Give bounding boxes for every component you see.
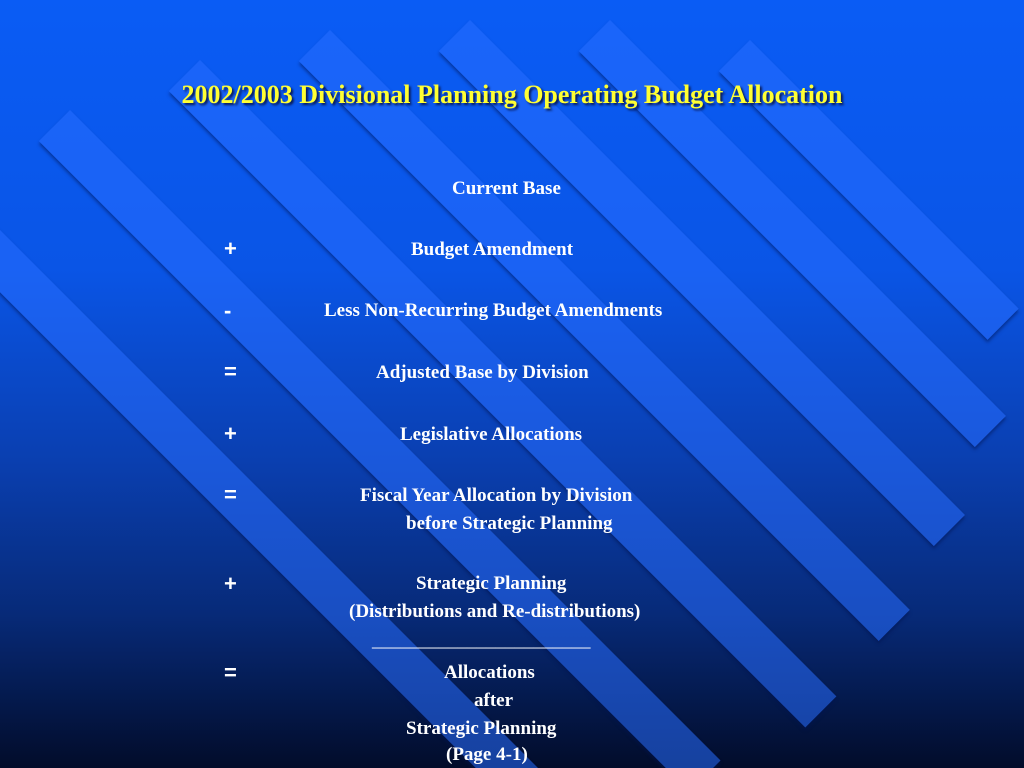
operator-minus: - xyxy=(224,298,232,323)
step-adjusted-base: Adjusted Base by Division xyxy=(376,362,589,383)
step-current-base: Current Base xyxy=(452,178,561,199)
operator-equals: = xyxy=(224,660,237,685)
step-allocations-line4: (Page 4-1) xyxy=(446,744,528,765)
operator-plus: + xyxy=(224,571,237,596)
step-allocations-line2: after xyxy=(474,690,514,711)
step-allocations: Allocations xyxy=(444,662,535,683)
slide-title: 2002/2003 Divisional Planning Operating Budget Allocation xyxy=(181,80,843,109)
step-fiscal-year-allocation: Fiscal Year Allocation by Division xyxy=(360,485,633,506)
operator-plus: + xyxy=(224,421,237,446)
operator-equals: = xyxy=(224,359,237,384)
step-strategic-planning-line2: (Distributions and Re-distributions) xyxy=(349,601,641,622)
step-less-non-recurring: Less Non-Recurring Budget Amendments xyxy=(324,300,663,321)
divider-line: _______________________ xyxy=(372,630,591,651)
operator-plus: + xyxy=(224,236,237,261)
step-fiscal-year-allocation-line2: before Strategic Planning xyxy=(406,513,613,534)
step-strategic-planning: Strategic Planning xyxy=(416,573,567,594)
operator-equals: = xyxy=(224,482,237,507)
step-allocations-line3: Strategic Planning xyxy=(406,718,557,739)
step-budget-amendment: Budget Amendment xyxy=(411,239,574,260)
step-legislative-allocations: Legislative Allocations xyxy=(400,424,583,445)
